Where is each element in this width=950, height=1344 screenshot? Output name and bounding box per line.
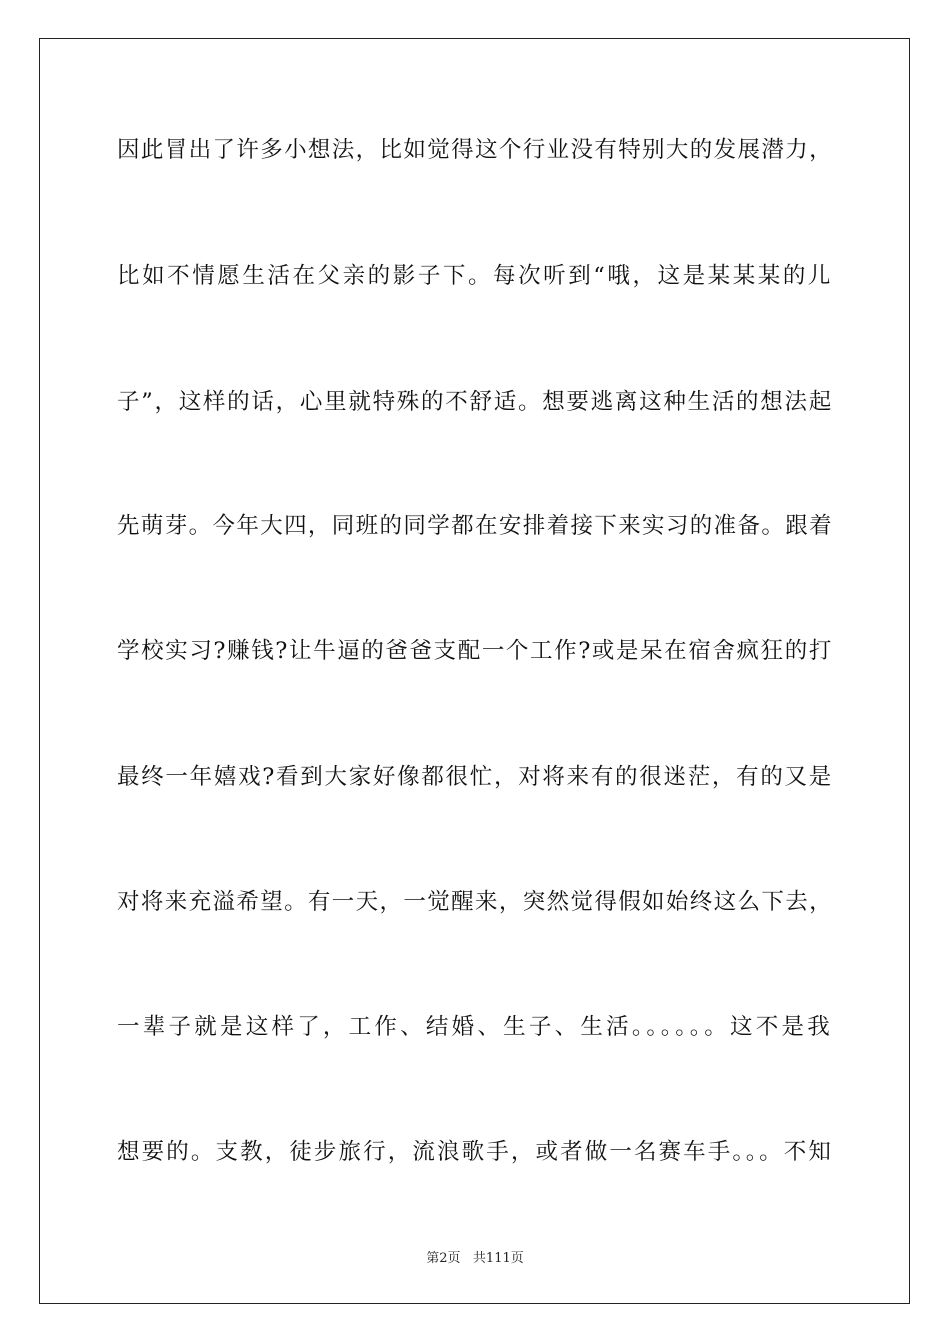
body-text-line-8: 一辈子就是这样了，工作、结婚、生子、生活。。。。。。这不是我	[117, 1014, 833, 1040]
body-text-line-7: 对将来充溢希望。有一天，一觉醒来，突然觉得假如始终这么下去，	[117, 889, 833, 915]
body-text-line-4: 先萌芽。今年大四，同班的同学都在安排着接下来实习的准备。跟着	[117, 513, 833, 539]
page-number: 第2页	[426, 1251, 461, 1266]
body-text-line-1: 因此冒出了许多小想法，比如觉得这个行业没有特别大的发展潜力，	[117, 137, 833, 163]
body-text-line-9: 想要的。支教，徒步旅行，流浪歌手，或者做一名赛车手。。。不知	[117, 1139, 833, 1165]
body-text-line-2: 比如不情愿生活在父亲的影子下。每次听到“哦，这是某某某的儿	[117, 263, 833, 289]
page-border	[39, 38, 910, 1304]
page-total: 共111页	[472, 1251, 524, 1266]
body-text-line-6: 最终一年嬉戏?看到大家好像都很忙，对将来有的很迷茫，有的又是	[117, 764, 833, 790]
page-footer	[0, 1247, 950, 1266]
body-text-line-3: 子”，这样的话，心里就特殊的不舒适。想要逃离这种生活的想法起	[117, 389, 833, 415]
body-text-line-5: 学校实习?赚钱?让牛逼的爸爸支配一个工作?或是呆在宿舍疯狂的打	[117, 638, 833, 664]
